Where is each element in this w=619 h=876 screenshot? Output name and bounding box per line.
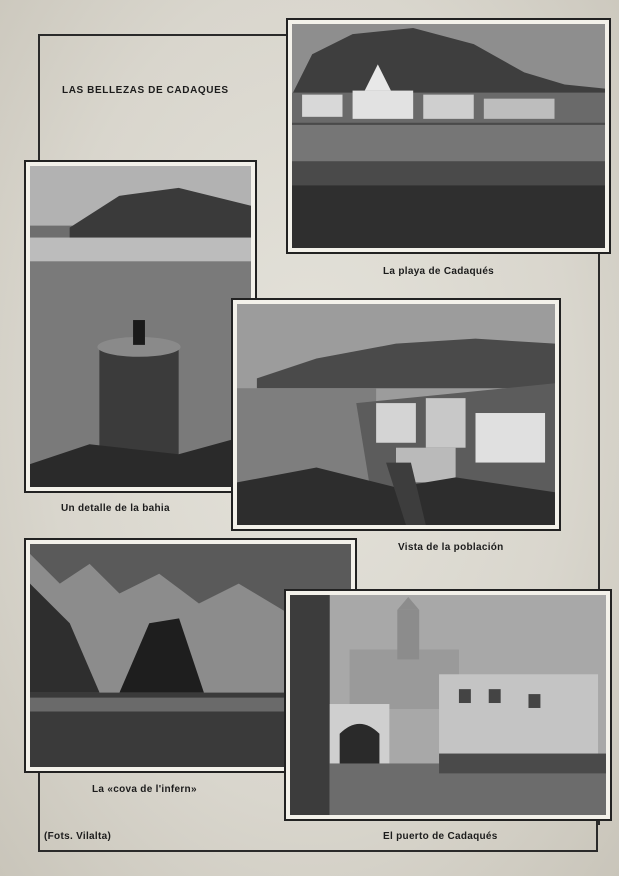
- photo-playa-image: [292, 24, 605, 248]
- photo-vista-image: [237, 304, 555, 525]
- photo-puerto-image: [290, 595, 606, 815]
- photo-credit: (Fots. Vilalta): [44, 831, 112, 842]
- photo-playa: [286, 18, 611, 254]
- photo-puerto: [284, 589, 612, 821]
- caption-cova: La «cova de l'infern»: [92, 784, 197, 795]
- caption-vista: Vista de la población: [398, 542, 504, 553]
- caption-playa: La playa de Cadaqués: [383, 266, 495, 277]
- page-title: LAS BELLEZAS DE CADAQUES: [62, 85, 229, 96]
- frame-border-top: [38, 34, 290, 164]
- caption-bahia: Un detalle de la bahia: [61, 503, 170, 514]
- caption-puerto: El puerto de Cadaqués: [383, 831, 498, 842]
- photo-bahia-image: [30, 166, 251, 487]
- photo-bahia: [24, 160, 257, 493]
- photo-vista: [231, 298, 561, 531]
